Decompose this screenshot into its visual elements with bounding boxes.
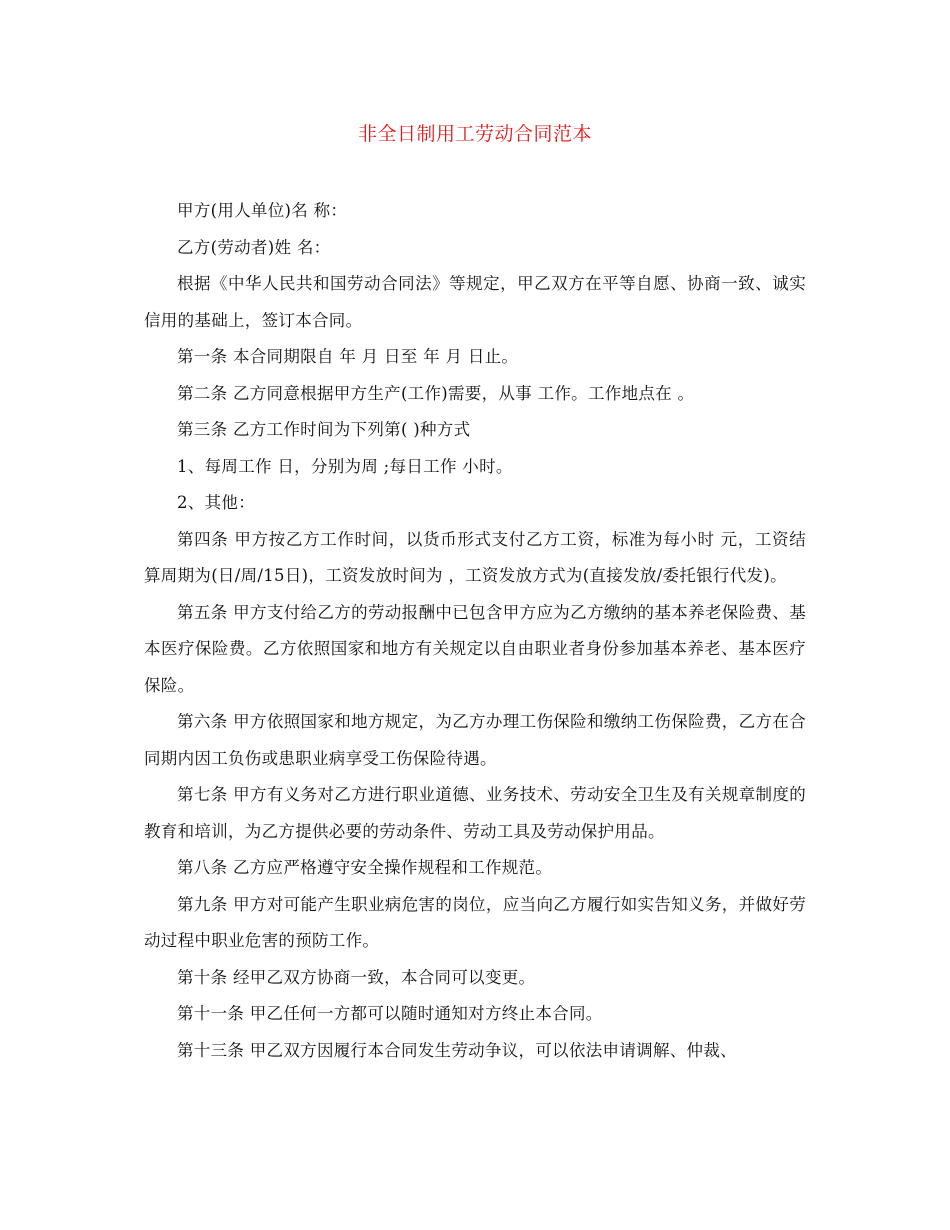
document-body	[144, 193, 806, 1069]
paragraph-article-13: 第十三条 甲乙双方因履行本合同发生劳动争议，可以依法申请调解、仲裁、	[177, 1040, 737, 1060]
paragraph-article-6: 第六条 甲方依照国家和地方规定，为乙方办理工伤保险和缴纳工伤保险费，乙方在合同期内因工负伤或患职业病享受工伤保险待遇。	[144, 712, 806, 768]
paragraph-party-a: 甲方(用人单位)名 称：	[177, 201, 348, 220]
paragraph-article-9: 第九条 甲方对可能产生职业病危害的岗位，应当向乙方履行如实告知义务，并做好劳动过程中职业危害的预防工作。	[144, 894, 806, 950]
paragraph-article-3-option-1: 1、每周工作 日，分别为周 ;每日工作 小时。	[177, 456, 513, 476]
paragraph-article-7: 第七条 甲方有义务对乙方进行职业道德、业务技术、劳动安全卫生及有关规章制度的教育和培训，为乙方提供必要的劳动条件、劳动工具及劳动保护用品。	[144, 785, 806, 841]
paragraph-preamble: 根据《中华人民共和国劳动合同法》等规定，甲乙双方在平等自愿、协商一致、诚实信用的基础上，签订本合同。	[144, 274, 806, 330]
paragraph-article-1: 第一条 本合同期限自 年 月 日至 年 月 日止。	[177, 347, 519, 366]
paragraph-party-b: 乙方(劳动者)姓 名：	[177, 237, 331, 257]
paragraph-article-11: 第十一条 甲乙任何一方都可以随时通知对方终止本合同。	[177, 1004, 603, 1023]
paragraph-article-10: 第十条 经甲乙双方协商一致，本合同可以变更。	[177, 967, 536, 987]
document-title: 非全日制用工劳动合同范本	[357, 123, 592, 145]
paragraph-article-2: 第二条 乙方同意根据甲方生产(工作)需要，从事 工作。工作地点在 。	[177, 383, 695, 403]
paragraph-article-3-option-2: 2、其他：	[177, 493, 255, 512]
paragraph-article-4: 第四条 甲方按乙方工作时间，以货币形式支付乙方工资，标准为每小时 元，工资结算周期为(日/周/15日)，工资发放时间为 ，工资发放方式为(直接发放/委托银行代发)。	[144, 529, 806, 585]
paragraph-article-3: 第三条 乙方工作时间为下列第( )种方式	[177, 420, 471, 439]
paragraph-article-5: 第五条 甲方支付给乙方的劳动报酬中已包含甲方应为乙方缴纳的基本养老保险费、基本医疗保险费。乙方依照国家和地方有关规定以自由职业者身份参加基本养老、基本医疗保险。	[144, 602, 806, 695]
paragraph-article-8: 第八条 乙方应严格遵守安全操作规程和工作规范。	[177, 858, 553, 877]
